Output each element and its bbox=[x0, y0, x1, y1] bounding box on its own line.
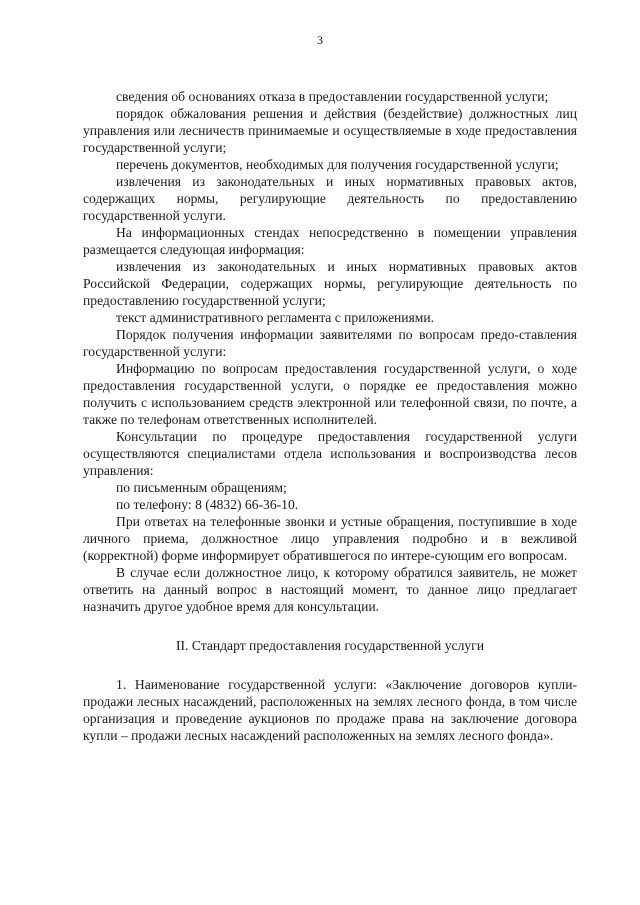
section-heading: II. Стандарт предоставления государственной услуги bbox=[175, 638, 484, 653]
paragraph-6: извлечения из законодательных и иных нормативных правовых актов Российской Федерации, содержащих нормы, регулирующие деятельность по предоставлению государственной услуги; bbox=[83, 259, 577, 308]
paragraph-10: Консультации по процедуре предоставления государственной услуги осуществляются специалистами отдела использования и воспроизводства лесов управления: bbox=[83, 429, 577, 478]
document-body bbox=[83, 88, 577, 744]
section-paragraph: 1. Наименование государственной услуги: «Заключение договоров купли-продажи лесных насаждений, расположенных на землях лесного фонда, в том числе организация и проведение аукционов по продаже права на заключение договора купли – продажи лесных насаждений расположенных на землях лесного фонда». bbox=[83, 677, 577, 743]
paragraph-3: перечень документов, необходимых для получения государственной услуги; bbox=[116, 157, 559, 172]
paragraph-7: текст административного регламента с приложениями. bbox=[116, 310, 435, 325]
paragraph-14: В случае если должностное лицо, к которому обратился заявитель, не может ответить на данный вопрос в настоящий момент, то данное лицо предлагает назначить другое удобное время для консультации. bbox=[83, 565, 577, 614]
paragraph-8: Порядок получения информации заявителями по вопросам предо-ставления государственной услуги: bbox=[83, 327, 577, 359]
page-number: 3 bbox=[317, 33, 323, 47]
paragraph-12: по телефону: 8 (4832) 66-36-10. bbox=[116, 497, 299, 512]
paragraph-1: сведения об основаниях отказа в предоставлении государственной услуги; bbox=[116, 89, 549, 104]
paragraph-9: Информацию по вопросам предоставления государственной услуги, о ходе предоставления государственной услуги, о порядке ее предоставления можно получить с использованием средств электронной или телефонной связи, по почте, а также по телефонам ответственных исполнителей. bbox=[83, 361, 577, 427]
paragraph-11: по письменным обращениям; bbox=[116, 480, 287, 495]
paragraph-2: порядок обжалования решения и действия (бездействие) должностных лиц управления или лесничеств принимаемые и осуществляемые в ходе предоставления государственной услуги; bbox=[83, 106, 577, 155]
paragraph-4: извлечения из законодательных и иных нормативных правовых актов, содержащих нормы, регулирующие деятельность по предоставлению государственной услуги. bbox=[83, 174, 577, 223]
paragraph-5: На информационных стендах непосредственно в помещении управления размещается следующая информация: bbox=[83, 225, 577, 257]
paragraph-13: При ответах на телефонные звонки и устные обращения, поступившие в ходе личного приема, должностное лицо управления подробно и в вежливой (корректной) форме информирует обратившегося по интере-сующим его вопросам. bbox=[83, 514, 577, 563]
